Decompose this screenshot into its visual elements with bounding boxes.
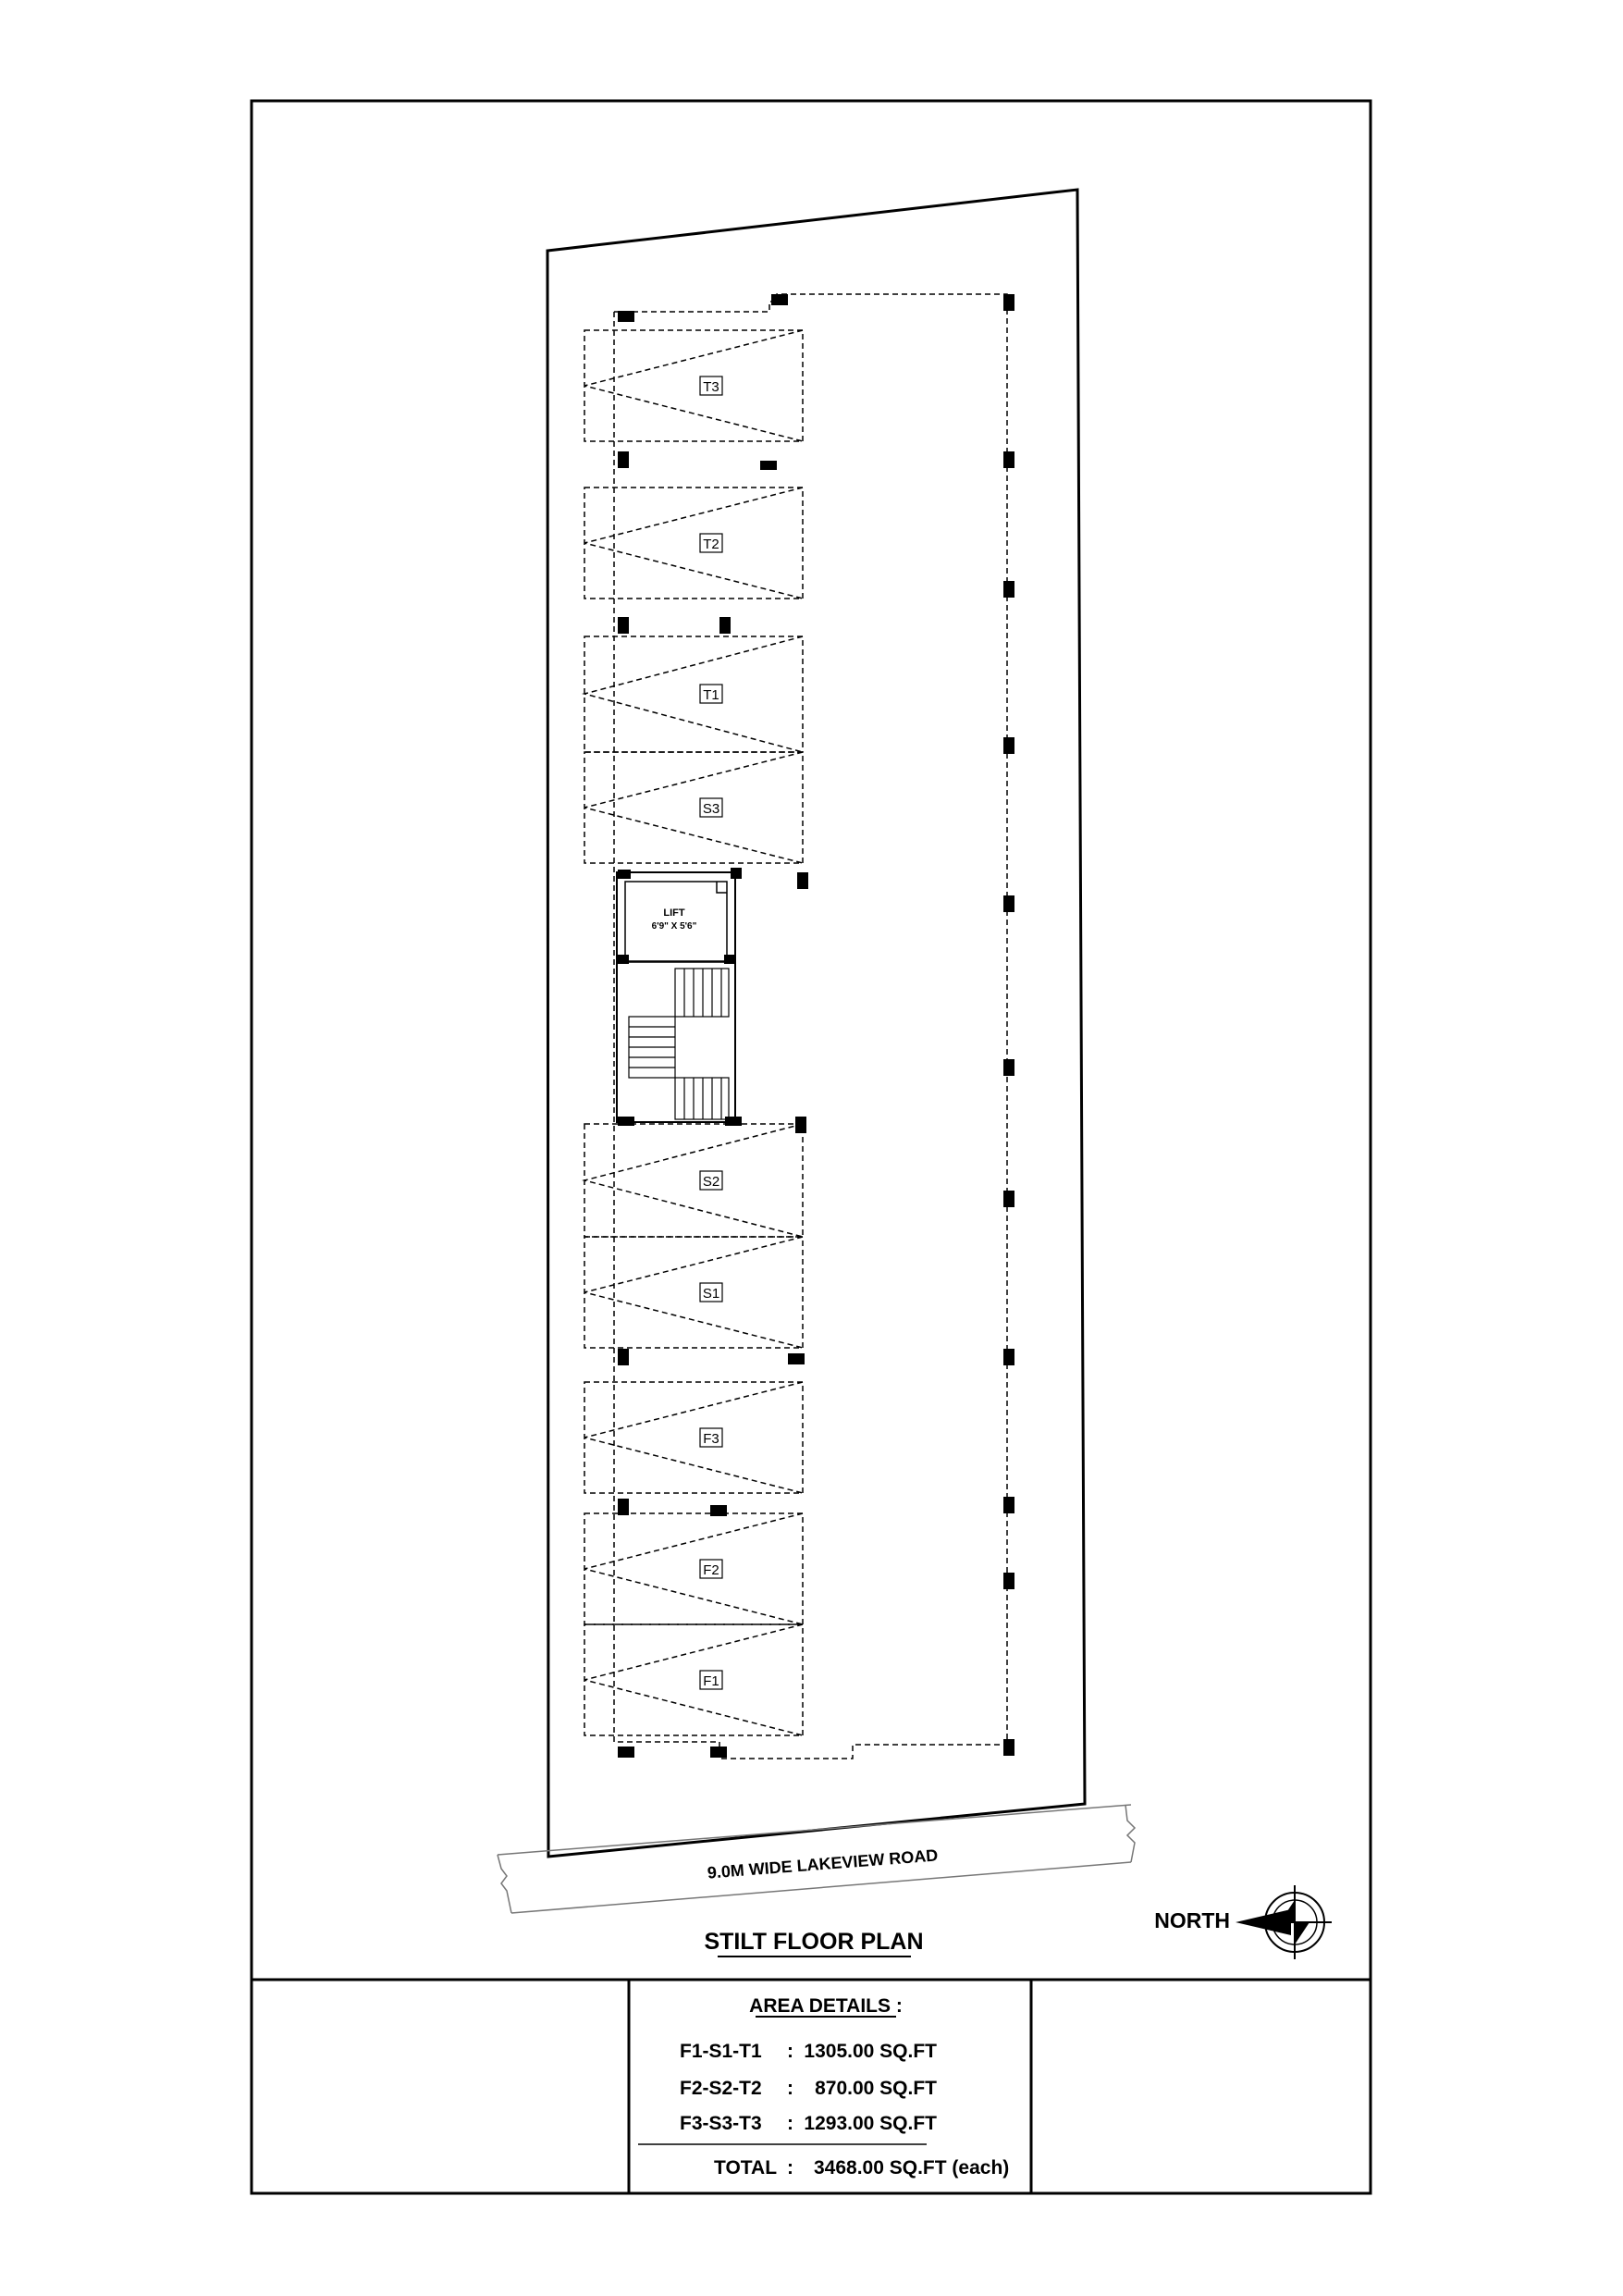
parking-bay-f2 (584, 1513, 803, 1624)
area-row-1-value: 1305.00 SQ.FT (804, 2041, 937, 2062)
parking-bay-f1 (584, 1624, 803, 1735)
parking-bay-f3 (584, 1382, 803, 1493)
parking-label-s2: S2 (702, 1174, 720, 1190)
parking-label-s3: S3 (702, 801, 720, 817)
parking-bay-t3 (584, 330, 803, 441)
sheet-border (252, 101, 1371, 2193)
north-label: NORTH (1154, 1908, 1230, 1932)
staircase (629, 969, 729, 1119)
area-total-value: 3468.00 SQ.FT (each) (814, 2157, 1010, 2179)
area-row-2-sep: : (787, 2078, 793, 2099)
area-row-2-name: F2-S2-T2 (680, 2078, 762, 2099)
area-row-3-sep: : (787, 2113, 793, 2134)
parking-bay-s1 (584, 1237, 803, 1348)
area-total-name: TOTAL (714, 2157, 778, 2179)
parking-label-t2: T2 (703, 537, 719, 552)
area-heading: AREA DETAILS : (749, 1995, 903, 2017)
plot-boundary (547, 190, 1085, 1857)
road-label: 9.0M WIDE LAKEVIEW ROAD (707, 1845, 939, 1882)
north-arrow-icon (1236, 1885, 1332, 1959)
area-row-3-name: F3-S3-T3 (680, 2113, 762, 2134)
parking-label-f2: F2 (703, 1562, 719, 1578)
parking-label-s1: S1 (702, 1286, 720, 1302)
lift-label: LIFT (663, 907, 685, 919)
parking-bay-t1 (584, 636, 803, 752)
area-row-2-value: 870.00 SQ.FT (815, 2078, 937, 2099)
parking-label-t1: T1 (703, 687, 719, 703)
parking-bay-t2 (584, 488, 803, 599)
parking-labels (700, 376, 722, 1689)
parking-label-f3: F3 (703, 1431, 719, 1447)
area-total-sep: : (787, 2157, 793, 2179)
parking-bay-s2 (584, 1124, 803, 1237)
parking-label-t3: T3 (703, 379, 719, 395)
lift-size: 6'9" X 5'6" (651, 921, 697, 932)
area-row-1-sep: : (787, 2041, 793, 2062)
plan-title: STILT FLOOR PLAN (704, 1929, 924, 1955)
structural-columns (618, 294, 1014, 1758)
parking-bay-s3 (584, 752, 803, 863)
parking-label-f1: F1 (703, 1673, 719, 1689)
area-row-3-value: 1293.00 SQ.FT (804, 2113, 937, 2134)
area-row-1-name: F1-S1-T1 (680, 2041, 762, 2062)
